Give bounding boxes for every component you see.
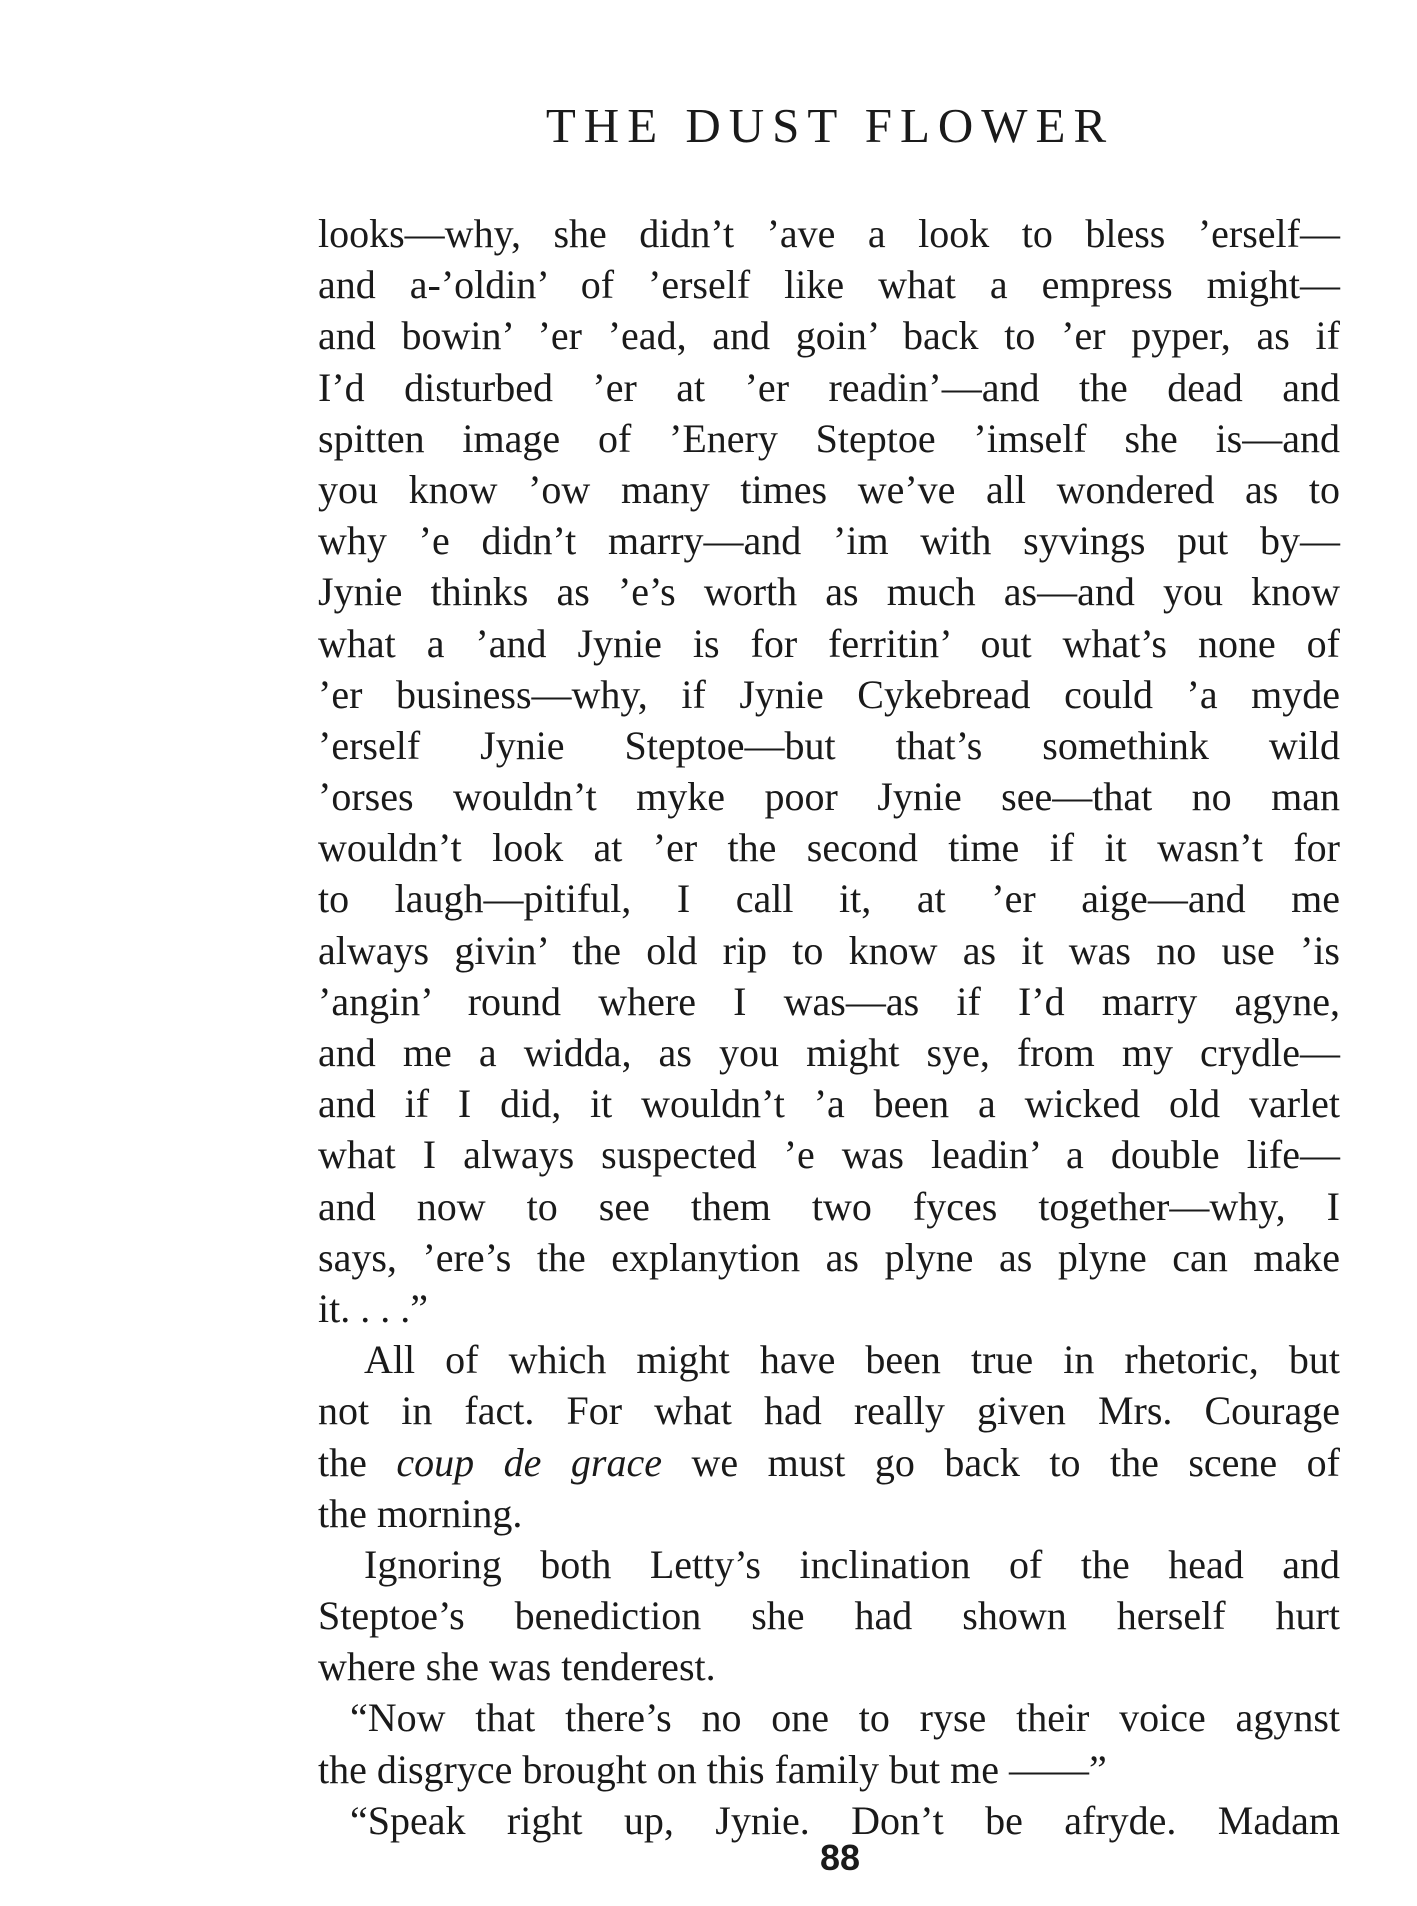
- text-line: and if I did, it wouldn’t ’a been a wicked old varlet: [318, 1081, 1340, 1127]
- text-line: Steptoe’s benediction she had shown herself hurt: [318, 1593, 1340, 1639]
- text-line: spitten image of ’Enery Steptoe ’imself she is—and: [318, 415, 1340, 461]
- text-line: ’er business—why, if Jynie Cykebread could ’a myde: [318, 671, 1340, 717]
- text-line: where she was tenderest.: [318, 1644, 716, 1690]
- text-line: not in fact. For what had really given Mrs. Courage: [318, 1388, 1340, 1434]
- text-line: says, ’ere’s the explanytion as plyne as plyne can make: [318, 1234, 1340, 1280]
- text-line: and a-’oldin’ of ’erself like what a empress might—: [318, 262, 1340, 308]
- paragraph-start: Ignoring both Letty’s inclination of the head and: [364, 1541, 1340, 1587]
- page-number: 88: [819, 1837, 861, 1878]
- text-line: looks—why, she didn’t ’ave a look to bless ’erself—: [318, 211, 1340, 256]
- text-line: ’angin’ round where I was—as if I’d marry agyne,: [318, 978, 1340, 1024]
- text-line: ’erself Jynie Steptoe—but that’s somethink wild: [318, 722, 1340, 768]
- text-line: what a ’and Jynie is for ferritin’ out what’s none of: [318, 620, 1340, 666]
- text-line: why ’e didn’t marry—and ’im with syvings put by—: [318, 518, 1340, 564]
- text-line: it. . . .”: [318, 1285, 428, 1331]
- paragraph-start: All of which might have been true in rhetoric, but: [364, 1337, 1340, 1383]
- text-line: the coup de grace we must go back to the scene of: [318, 1439, 1340, 1485]
- text-line: wouldn’t look at ’er the second time if it wasn’t for: [318, 825, 1340, 871]
- text-line: and me a widda, as you might sye, from my crydle—: [318, 1030, 1340, 1075]
- italic-phrase: coup de grace: [396, 1439, 662, 1485]
- text-line: and bowin’ ’er ’ead, and goin’ back to ’er pyper, as if: [318, 313, 1340, 359]
- text-line: the morning.: [318, 1490, 523, 1536]
- text-line: to laugh—pitiful, I call it, at ’er aige—and me: [318, 876, 1340, 922]
- text-line: ’orses wouldn’t myke poor Jynie see—that no man: [318, 774, 1340, 820]
- text-line: you know ’ow many times we’ve all wondered as to: [318, 466, 1340, 512]
- running-head: THE DUST FLOWER: [545, 98, 1115, 153]
- text-line: and now to see them two fyces together—why, I: [318, 1183, 1340, 1229]
- text-line: always givin’ the old rip to know as it was no use ’is: [318, 927, 1340, 973]
- text-line: what I always suspected ’e was leadin’ a double life—: [318, 1132, 1340, 1178]
- text-line: I’d disturbed ’er at ’er readin’—and the dead and: [318, 364, 1340, 410]
- paragraph-start: “Speak right up, Jynie. Don’t be afryde. Madam: [350, 1797, 1340, 1843]
- text-line: Jynie thinks as ’e’s worth as much as—and you know: [318, 569, 1340, 615]
- paragraph-start: “Now that there’s no one to ryse their voice agynst: [350, 1695, 1340, 1741]
- text-line: the disgryce brought on this family but me ——”: [318, 1746, 1107, 1792]
- body-text: [318, 208, 1340, 1846]
